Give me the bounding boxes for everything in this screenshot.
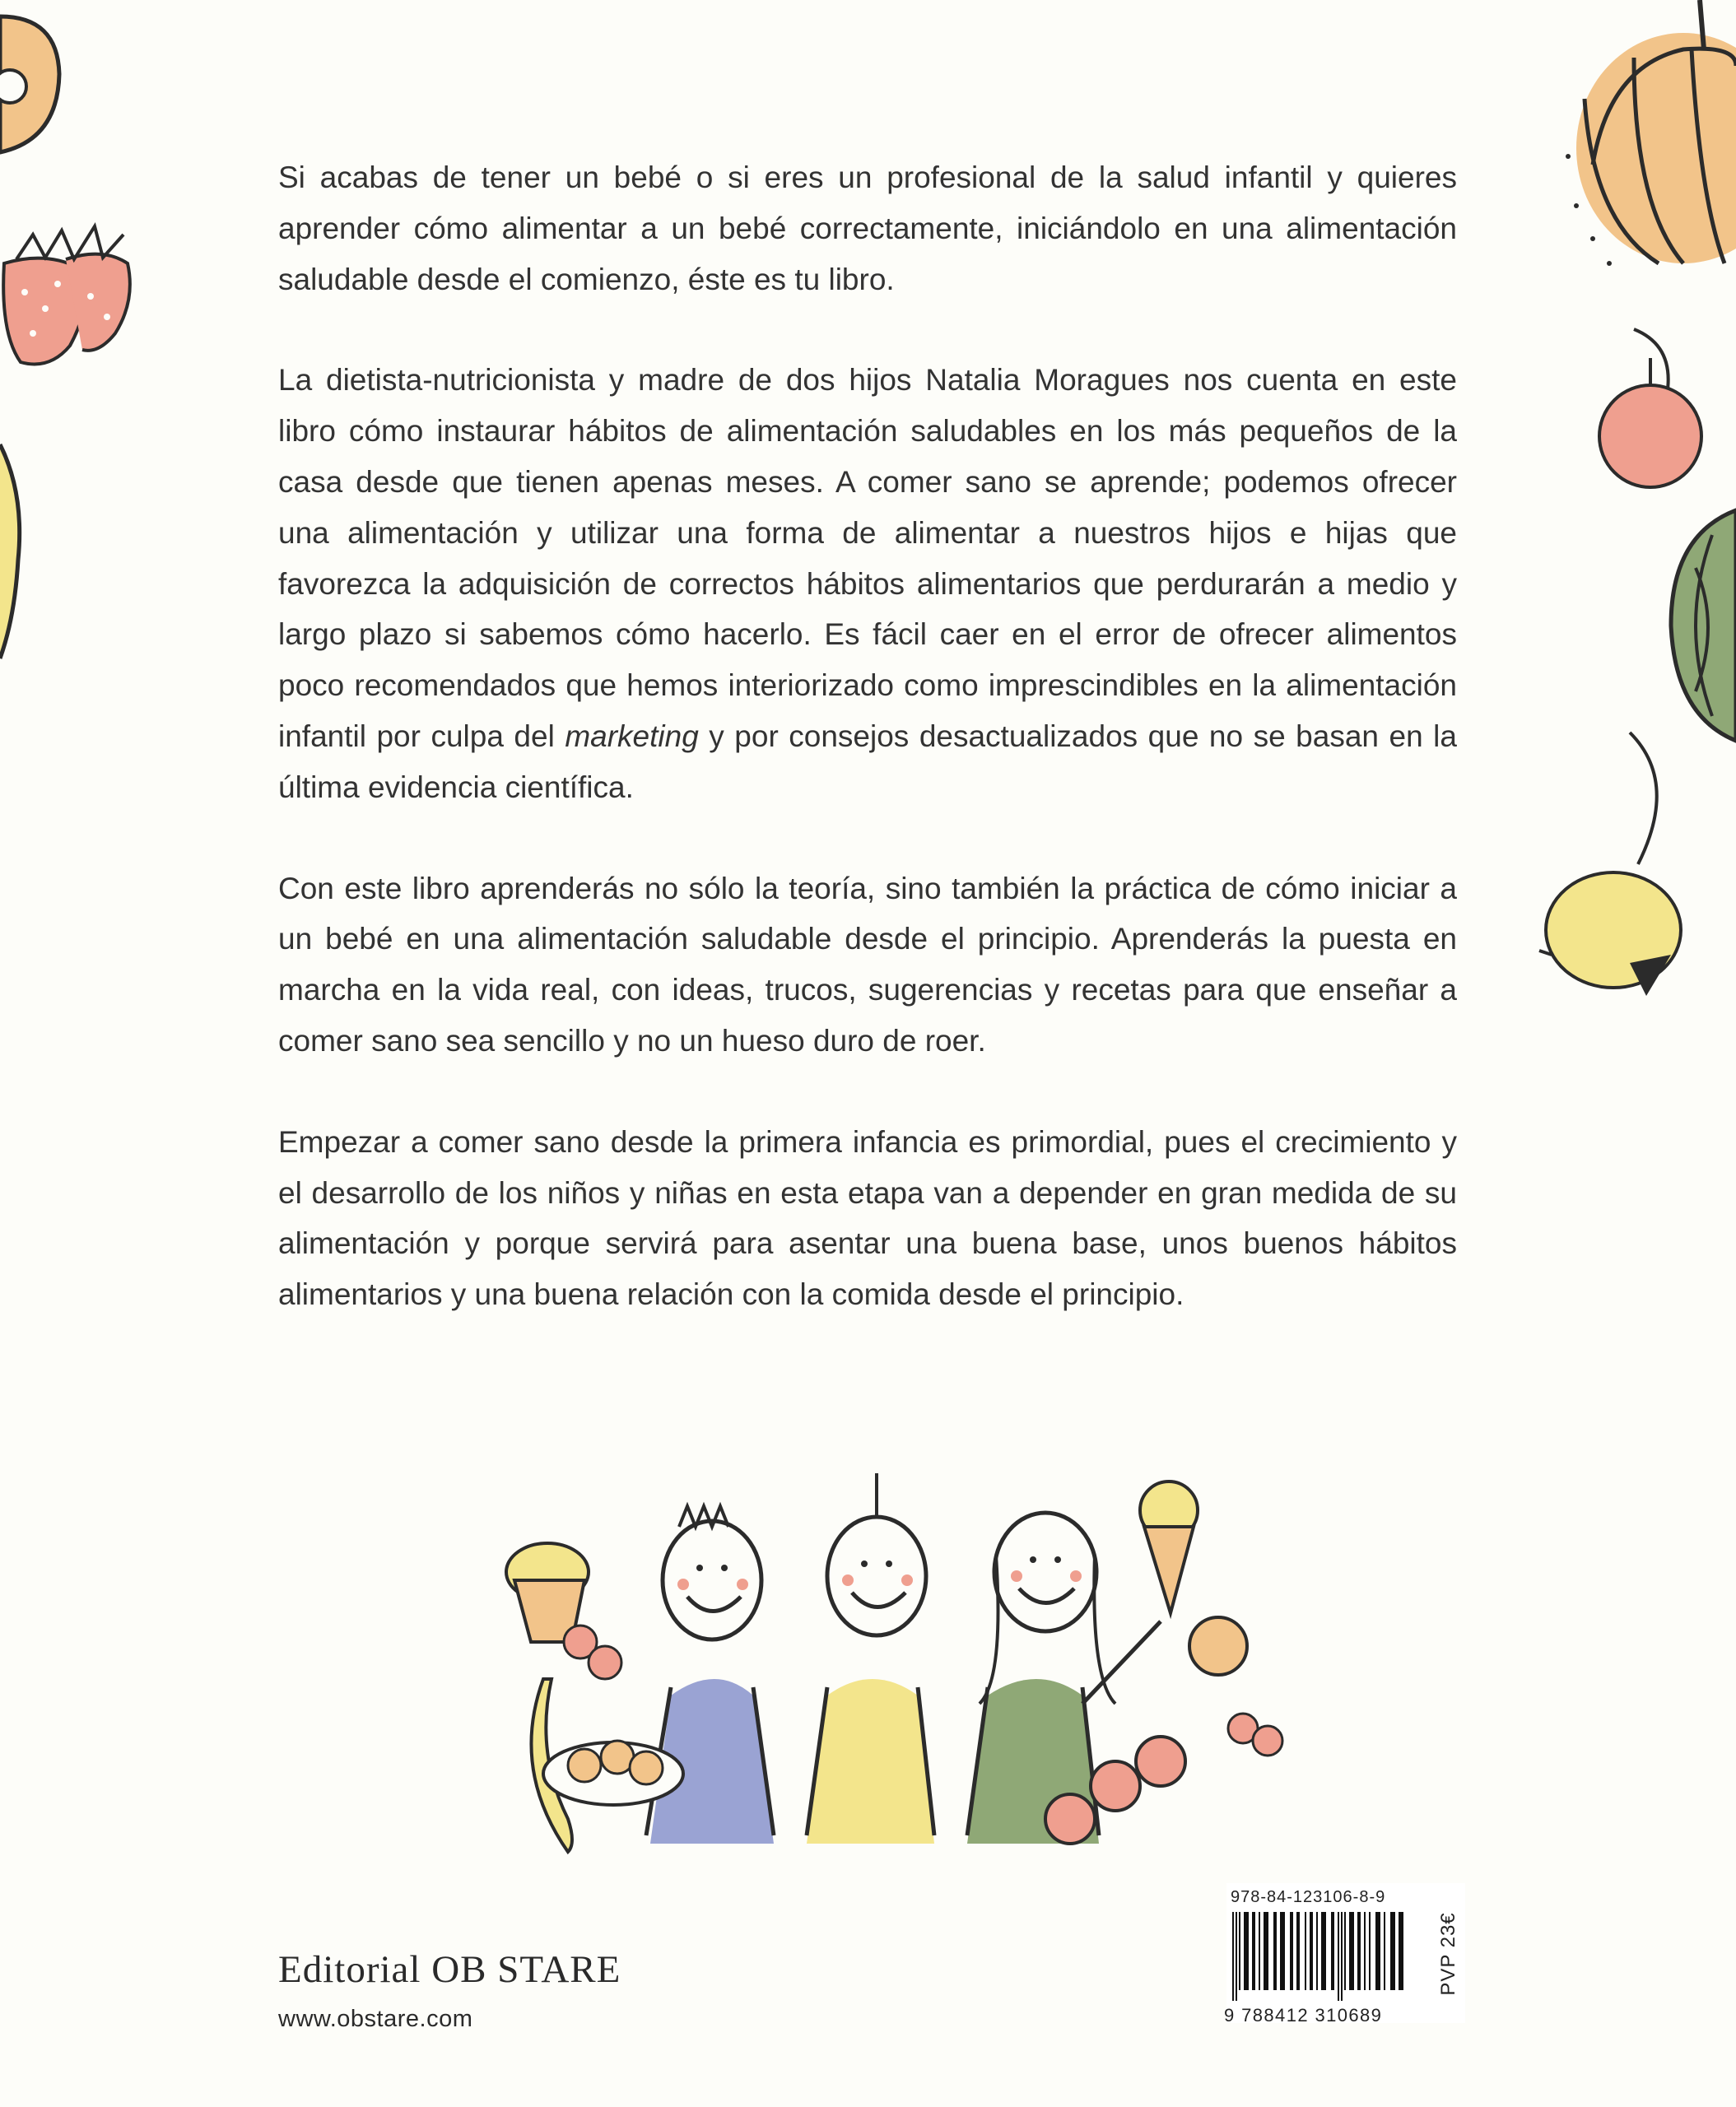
blurb-text: y por consejos desactualizados que no se basan en la última evidencia científica. [278, 719, 1457, 804]
barcode-bar [1357, 1912, 1361, 1990]
barcode-bar [1280, 1912, 1285, 1990]
barcode-bar [1290, 1912, 1293, 1990]
blurb-paragraph: Si acabas de tener un bebé o si eres un profesional de la salud infantil y quieres aprender cómo alimentar a un bebé correctamente, iniciándolo en una alimentación saludable desde el comienzo, éste es tu libro. [278, 160, 1457, 296]
barcode-bar [1390, 1912, 1395, 1990]
price-label: PVP 23€ [1437, 1912, 1459, 1996]
barcode-bar [1384, 1912, 1385, 1990]
blurb-text: La dietista-nutricionista y madre de dos hijos Natalia Moragues nos cuenta en este libro cómo instaurar hábitos de alimentación saludables en los más pequeños de la casa desde que tienen apenas meses. A comer sano se aprende; podemos ofrecer una alimentación y utilizar una forma de alimentar a nuestros hijos e hijas que favorezca la adquisición de correctos hábitos alimentarios que perdurarán a medio y largo plazo si sabemos cómo hacerlo. Es fácil caer en el error de ofrecer alimentos poco recomendados que hemos interiorizado como imprescindibles en la alimentación infantil por culpa del [278, 363, 1457, 753]
isbn-label: 978-84-123106-8-9 [1231, 1888, 1386, 1906]
blurb-italic-term: marketing [565, 719, 699, 753]
ean-number: 9 788412 310689 [1224, 2005, 1383, 2026]
barcode-bar [1341, 1912, 1343, 2001]
children-holding-hands-illustration [502, 1457, 1309, 1877]
publisher-website: www.obstare.com [278, 2006, 473, 2032]
barcode-bar [1316, 1912, 1318, 1990]
blurb-paragraph: Empezar a comer sano desde la primera infancia es primordial, pues el crecimiento y el desarrollo de los niños y niñas en esta etapa van a depender en gran medida de su alimentación y porque servirá para asentar una buena base, unos buenos hábitos alimentarios y una buena relación con la comida desde el principio. [278, 1124, 1457, 1312]
blurb-paragraph: Con este libro aprenderás no sólo la teoría, sino también la práctica de cómo iniciar a un bebé en una alimentación saludable desde el principio. Aprenderás la puesta en marcha en la vida real, con ideas, trucos, sugerencias y recetas para que enseñar a comer sano sea sencillo y no un hueso duro de roer. [278, 871, 1457, 1058]
apple-icon [1585, 296, 1716, 494]
barcode-bar [1232, 1912, 1234, 2001]
barcode-bar [1244, 1912, 1249, 1990]
donut-icon [0, 0, 74, 173]
barcode-bar [1305, 1912, 1306, 1990]
barcode-bar [1310, 1912, 1313, 1990]
barcode-bar [1364, 1912, 1366, 1990]
barcode-bar [1349, 1912, 1354, 1990]
barcode-bar [1236, 1912, 1237, 2001]
barcode-bar [1273, 1912, 1277, 1990]
barcode-bar [1296, 1912, 1300, 1990]
publisher-name: Editorial OB STARE [278, 1948, 621, 1991]
barcode-icon [1231, 1912, 1403, 2002]
barcode-bar [1399, 1912, 1403, 1990]
barcode-bar [1252, 1912, 1255, 1990]
cabbage-icon [1663, 502, 1736, 749]
barcode-bar [1259, 1912, 1260, 1990]
strawberry-icon [0, 202, 148, 374]
blurb-paragraph [278, 355, 1457, 812]
barcode-bar [1331, 1912, 1334, 1990]
barcode-bar [1264, 1912, 1268, 1990]
barcode-bar [1239, 1912, 1240, 1990]
barcode-bar [1375, 1912, 1380, 1990]
barcode-bar [1369, 1912, 1371, 1990]
back-cover-blurb [278, 152, 1457, 1320]
lemon-icon [1531, 716, 1712, 1012]
pear-icon [0, 428, 33, 675]
barcode-bar [1338, 1912, 1339, 2001]
barcode-bar [1321, 1912, 1326, 1990]
pumpkin-icon [1560, 0, 1736, 280]
barcode-bar [1344, 1912, 1346, 1990]
